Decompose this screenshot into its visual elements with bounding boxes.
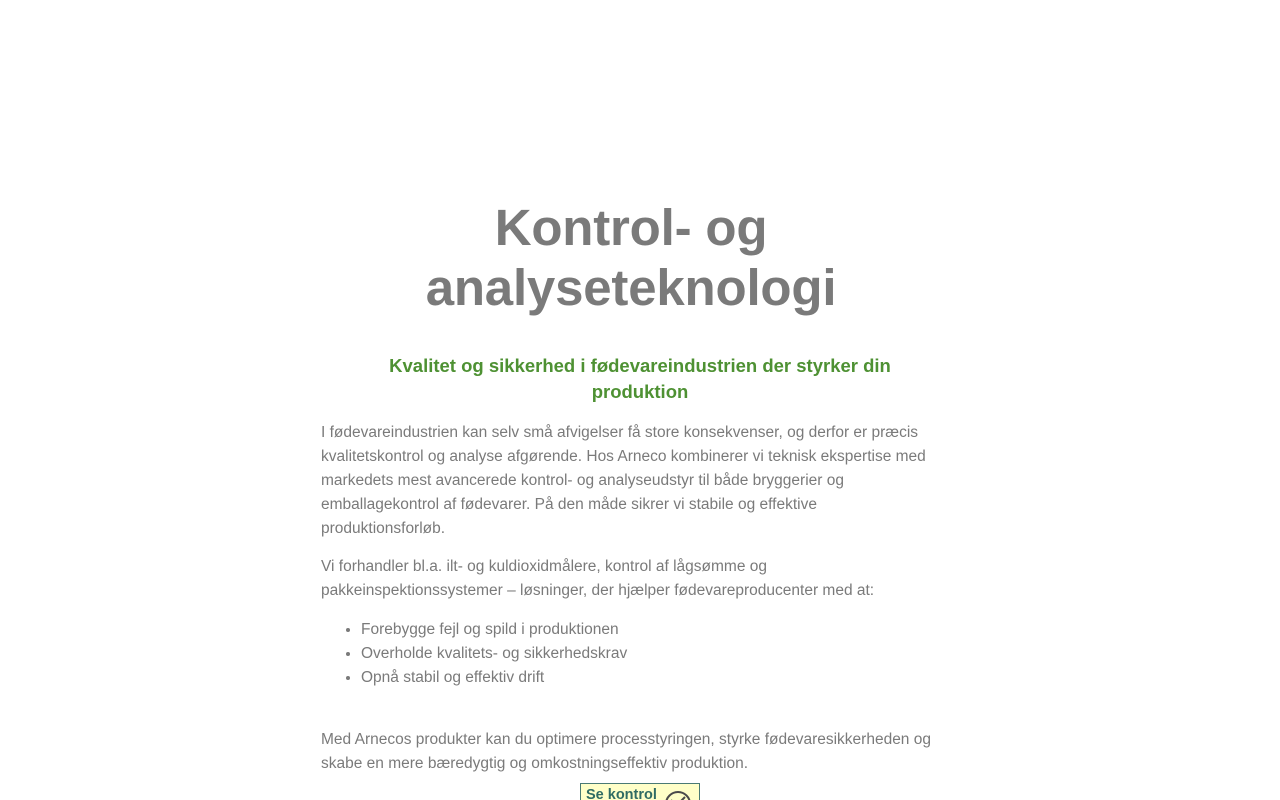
list-item: • Opnå stabil og effektiv drift: [361, 666, 941, 690]
intro-paragraph: I fødevareindustrien kan selv små afvigelser få store konsekvenser, og derfor er præcis kvalitetskontrol og analyse afgørende. Hos Arneco kombinerer vi teknisk ekspertise med markedets mest avancerede kontrol- og analyseudstyr til både bryggerier og emballagekontrol af fødevarer. På den måde sikrer vi stabile og effektive produktionsforløb.: [321, 424, 926, 537]
closing-paragraph: Med Arnecos produkter kan du optimere processtyringen, styrke fødevaresikkerheden og skabe en mere bæredygtig og omkostningseffektiv produktion.: [321, 731, 931, 772]
benefits-list: [321, 618, 941, 690]
page-title: Kontrol- og analyseteknologi: [425, 199, 837, 316]
se-kontrol-button[interactable]: [580, 783, 700, 800]
list-item: • Forebygge fejl og spild i produktionen: [361, 618, 941, 642]
page-subtitle: Kvalitet og sikkerhed i fødevareindustrien der styrker din produktion: [389, 355, 891, 402]
se-kontrol-label: Se kontrol: [586, 787, 657, 800]
gauge-icon: [663, 789, 693, 800]
main-content: [321, 198, 941, 776]
list-item: • Overholde kvalitets- og sikkerhedskrav: [361, 642, 941, 666]
products-paragraph: Vi forhandler bl.a. ilt- og kuldioxidmålere, kontrol af lågsømme og pakkeinspektionssystemer – løsninger, der hjælper fødevareproducenter med at:: [321, 558, 875, 599]
